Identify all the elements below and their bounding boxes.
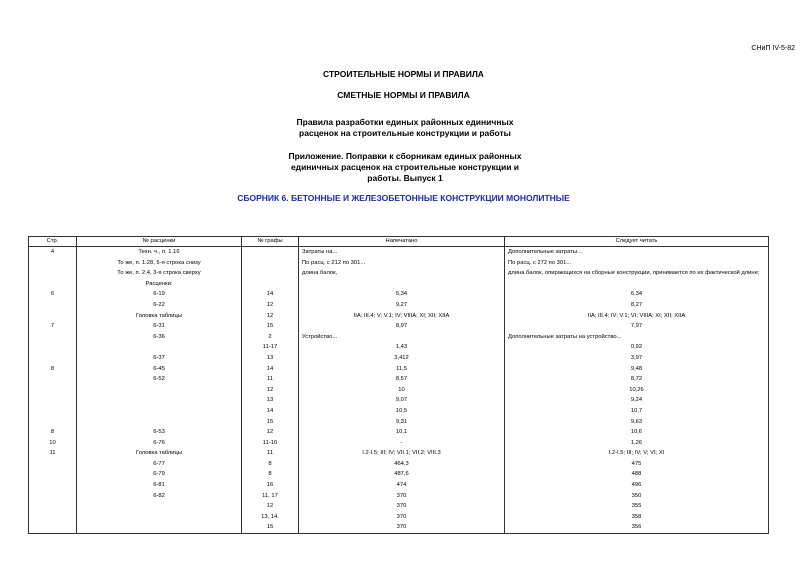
table-header-row bbox=[29, 237, 769, 247]
cell-read: 7,97 bbox=[505, 321, 769, 332]
cell-column: 11 bbox=[242, 374, 299, 385]
cell-code: 6-82 bbox=[77, 491, 242, 502]
cell-page: 11 bbox=[29, 448, 77, 459]
cell-code: 6-22 bbox=[77, 300, 242, 311]
cell-code bbox=[77, 385, 242, 396]
cell-column: 12 bbox=[242, 385, 299, 396]
cell-column: 11 bbox=[242, 448, 299, 459]
cell-printed: 10 bbox=[299, 385, 505, 396]
cell-column bbox=[242, 247, 299, 258]
cell-column: 2 bbox=[242, 332, 299, 343]
table-row bbox=[29, 279, 769, 290]
cell-column: 11, 17 bbox=[242, 491, 299, 502]
cell-read: По расц. с 272 по 301... bbox=[505, 258, 769, 269]
table-row bbox=[29, 459, 769, 470]
table-row bbox=[29, 268, 769, 279]
cell-read: 8,27 bbox=[505, 300, 769, 311]
cell-page: 8 bbox=[29, 364, 77, 375]
cell-code bbox=[77, 342, 242, 353]
cell-printed: 1,43 bbox=[299, 342, 505, 353]
cell-column: 11-16 bbox=[242, 438, 299, 449]
header-printed: Напечатано bbox=[299, 237, 505, 247]
cell-read: 496 bbox=[505, 480, 769, 491]
cell-page bbox=[29, 374, 77, 385]
cell-page bbox=[29, 459, 77, 470]
cell-read: 10,6 bbox=[505, 427, 769, 438]
cell-page: 7 bbox=[29, 321, 77, 332]
cell-code: 6-19 bbox=[77, 289, 242, 300]
cell-code: 6-45 bbox=[77, 364, 242, 375]
cell-code: 6-31 bbox=[77, 321, 242, 332]
cell-page bbox=[29, 268, 77, 279]
cell-column: 12 bbox=[242, 427, 299, 438]
cell-printed: 9,31 bbox=[299, 417, 505, 428]
cell-printed: 9,07 bbox=[299, 395, 505, 406]
cell-read: 9,63 bbox=[505, 417, 769, 428]
table-row bbox=[29, 448, 769, 459]
cell-read: 350 bbox=[505, 491, 769, 502]
cell-code: 6-52 bbox=[77, 374, 242, 385]
cell-column: 14 bbox=[242, 364, 299, 375]
table-row bbox=[29, 512, 769, 523]
cell-printed: 474 bbox=[299, 480, 505, 491]
cell-code: Головка таблицы bbox=[77, 311, 242, 322]
cell-column: 12 bbox=[242, 300, 299, 311]
section-title: СБОРНИК 6. БЕТОННЫЕ И ЖЕЛЕЗОБЕТОННЫЕ КОНСТРУКЦИИ МОНОЛИТНЫЕ bbox=[237, 193, 570, 203]
cell-printed bbox=[299, 279, 505, 290]
cell-page: 10 bbox=[29, 438, 77, 449]
table-row bbox=[29, 395, 769, 406]
table-row bbox=[29, 364, 769, 375]
cell-code bbox=[77, 406, 242, 417]
cell-page bbox=[29, 342, 77, 353]
cell-page: 6 bbox=[29, 289, 77, 300]
cell-page bbox=[29, 406, 77, 417]
cell-printed: 8,97 bbox=[299, 321, 505, 332]
cell-printed: 370 bbox=[299, 491, 505, 502]
cell-read: 475 bbox=[505, 459, 769, 470]
cell-page bbox=[29, 512, 77, 523]
main-title: СТРОИТЕЛЬНЫЕ НОРМЫ И ПРАВИЛА bbox=[323, 69, 484, 79]
cell-page bbox=[29, 417, 77, 428]
table-row bbox=[29, 332, 769, 343]
cell-read: 488 bbox=[505, 469, 769, 480]
table-row bbox=[29, 300, 769, 311]
cell-read: Дополнительные затраты на устройство... bbox=[505, 332, 769, 343]
cell-code: То же, п. 2.4, 3-я строка сверху bbox=[77, 268, 242, 279]
cell-read: 1,26 bbox=[505, 438, 769, 449]
cell-printed: 370 bbox=[299, 522, 505, 533]
table-row bbox=[29, 427, 769, 438]
cell-column: 12 bbox=[242, 501, 299, 512]
cell-page bbox=[29, 480, 77, 491]
cell-page: 8 bbox=[29, 427, 77, 438]
table-row bbox=[29, 491, 769, 502]
header-read: Следует читать bbox=[505, 237, 769, 247]
cell-column: 15 bbox=[242, 522, 299, 533]
cell-page bbox=[29, 395, 77, 406]
cell-read: 0,92 bbox=[505, 342, 769, 353]
cell-read bbox=[505, 279, 769, 290]
cell-page bbox=[29, 491, 77, 502]
cell-column bbox=[242, 279, 299, 290]
cell-read: 10,7 bbox=[505, 406, 769, 417]
table-row bbox=[29, 406, 769, 417]
document-code: СНиП IV-5-82 bbox=[751, 45, 795, 52]
cell-read: 10,26 bbox=[505, 385, 769, 396]
cell-read: 9,48 bbox=[505, 364, 769, 375]
cell-read: I.2-I.5; III; IV; V; VI; XI bbox=[505, 448, 769, 459]
table-row bbox=[29, 501, 769, 512]
cell-code: 6-36 bbox=[77, 332, 242, 343]
cell-printed: IIA; III.4; V; V.1; IV; VIIIA; XI; XII; XIIA bbox=[299, 311, 505, 322]
cell-column: 13 bbox=[242, 353, 299, 364]
table-row bbox=[29, 438, 769, 449]
rules-title bbox=[60, 117, 750, 139]
cell-read: 356 bbox=[505, 522, 769, 533]
cell-page bbox=[29, 469, 77, 480]
cell-column: 8 bbox=[242, 469, 299, 480]
cell-printed: 487,6 bbox=[299, 469, 505, 480]
cell-printed: 3,412 bbox=[299, 353, 505, 364]
cell-read: 6,34 bbox=[505, 289, 769, 300]
cell-page bbox=[29, 279, 77, 290]
header-column: № графы bbox=[242, 237, 299, 247]
cell-read: 8,72 bbox=[505, 374, 769, 385]
table-row bbox=[29, 258, 769, 269]
cell-column: 12 bbox=[242, 311, 299, 322]
cell-page bbox=[29, 522, 77, 533]
cell-code bbox=[77, 501, 242, 512]
cell-read: 3,97 bbox=[505, 353, 769, 364]
cell-page bbox=[29, 332, 77, 343]
cell-printed: - bbox=[299, 438, 505, 449]
cell-code: Головка таблицы bbox=[77, 448, 242, 459]
table-row bbox=[29, 247, 769, 258]
table-row bbox=[29, 385, 769, 396]
cell-column: 14 bbox=[242, 406, 299, 417]
appendix-title-text: Приложение. Поправки к сборникам единых районных единичных расценок на строительные конструкции и работы. Выпуск 1 bbox=[288, 151, 522, 183]
cell-page bbox=[29, 501, 77, 512]
cell-column bbox=[242, 268, 299, 279]
cell-column: 16 bbox=[242, 480, 299, 491]
cell-printed: 9,27 bbox=[299, 300, 505, 311]
header-code: № расценки bbox=[77, 237, 242, 247]
cell-page bbox=[29, 258, 77, 269]
table-row bbox=[29, 353, 769, 364]
rules-title-text: Правила разработки единых районных единичных расценок на строительные конструкции и работы bbox=[296, 117, 514, 138]
cell-printed: 11,5 bbox=[299, 364, 505, 375]
cell-code: 6-77 bbox=[77, 459, 242, 470]
table-row bbox=[29, 374, 769, 385]
table-row bbox=[29, 311, 769, 322]
cell-printed: Затраты на... bbox=[299, 247, 505, 258]
cell-read: длина балок, опирающихся на сборные конструкции, принимается по их фактической длине; bbox=[505, 268, 769, 279]
cell-page: 4 bbox=[29, 247, 77, 258]
cell-read: 355 bbox=[505, 501, 769, 512]
cell-code bbox=[77, 395, 242, 406]
cell-column: 14 bbox=[242, 289, 299, 300]
subtitle: СМЕТНЫЕ НОРМЫ И ПРАВИЛА bbox=[337, 90, 470, 100]
cell-column: 15 bbox=[242, 417, 299, 428]
cell-code: То же, п. 1.28, 5-я строка снизу bbox=[77, 258, 242, 269]
cell-printed: Устройство... bbox=[299, 332, 505, 343]
cell-printed: 8,57 bbox=[299, 374, 505, 385]
cell-code: 6-53 bbox=[77, 427, 242, 438]
cell-printed: По расц. с 212 по 301... bbox=[299, 258, 505, 269]
cell-code bbox=[77, 512, 242, 523]
cell-code bbox=[77, 522, 242, 533]
cell-column: 13, 14. bbox=[242, 512, 299, 523]
table-row bbox=[29, 522, 769, 533]
cell-printed: 10,1 bbox=[299, 427, 505, 438]
cell-printed: I.2-I.5; III; IV; VII.1; VII.2; VIII.3 bbox=[299, 448, 505, 459]
table-body bbox=[29, 247, 769, 534]
table-row bbox=[29, 289, 769, 300]
cell-column: 15 bbox=[242, 321, 299, 332]
appendix-title bbox=[60, 151, 750, 184]
cell-column bbox=[242, 258, 299, 269]
cell-printed: длина балок, bbox=[299, 268, 505, 279]
cell-printed: 10,5 bbox=[299, 406, 505, 417]
header-page: Стр. bbox=[29, 237, 77, 247]
cell-page bbox=[29, 385, 77, 396]
cell-code: 6-76 bbox=[77, 438, 242, 449]
table-row bbox=[29, 417, 769, 428]
cell-code bbox=[77, 417, 242, 428]
cell-code: 6-81 bbox=[77, 480, 242, 491]
cell-column: 8 bbox=[242, 459, 299, 470]
cell-page bbox=[29, 311, 77, 322]
cell-printed: 370 bbox=[299, 512, 505, 523]
table-row bbox=[29, 342, 769, 353]
cell-printed: 370 bbox=[299, 501, 505, 512]
cell-column: 13 bbox=[242, 395, 299, 406]
table-row bbox=[29, 469, 769, 480]
cell-page bbox=[29, 353, 77, 364]
cell-printed: 5,34 bbox=[299, 289, 505, 300]
cell-read: 9,24 bbox=[505, 395, 769, 406]
cell-code: 6-79 bbox=[77, 469, 242, 480]
cell-read: Дополнительные затраты... bbox=[505, 247, 769, 258]
cell-page bbox=[29, 300, 77, 311]
table-row bbox=[29, 480, 769, 491]
corrections-table bbox=[28, 236, 769, 534]
cell-printed: 464,3 bbox=[299, 459, 505, 470]
cell-column: 11-17 bbox=[242, 342, 299, 353]
cell-read: IIA; III.4; IV; V.1; VI; VIIIA; XI; XII; XIIA bbox=[505, 311, 769, 322]
cell-code: Расценки: bbox=[77, 279, 242, 290]
cell-code: Техн. ч., п. 1.16 bbox=[77, 247, 242, 258]
table-row bbox=[29, 321, 769, 332]
cell-read: 358 bbox=[505, 512, 769, 523]
cell-code: 6-37 bbox=[77, 353, 242, 364]
